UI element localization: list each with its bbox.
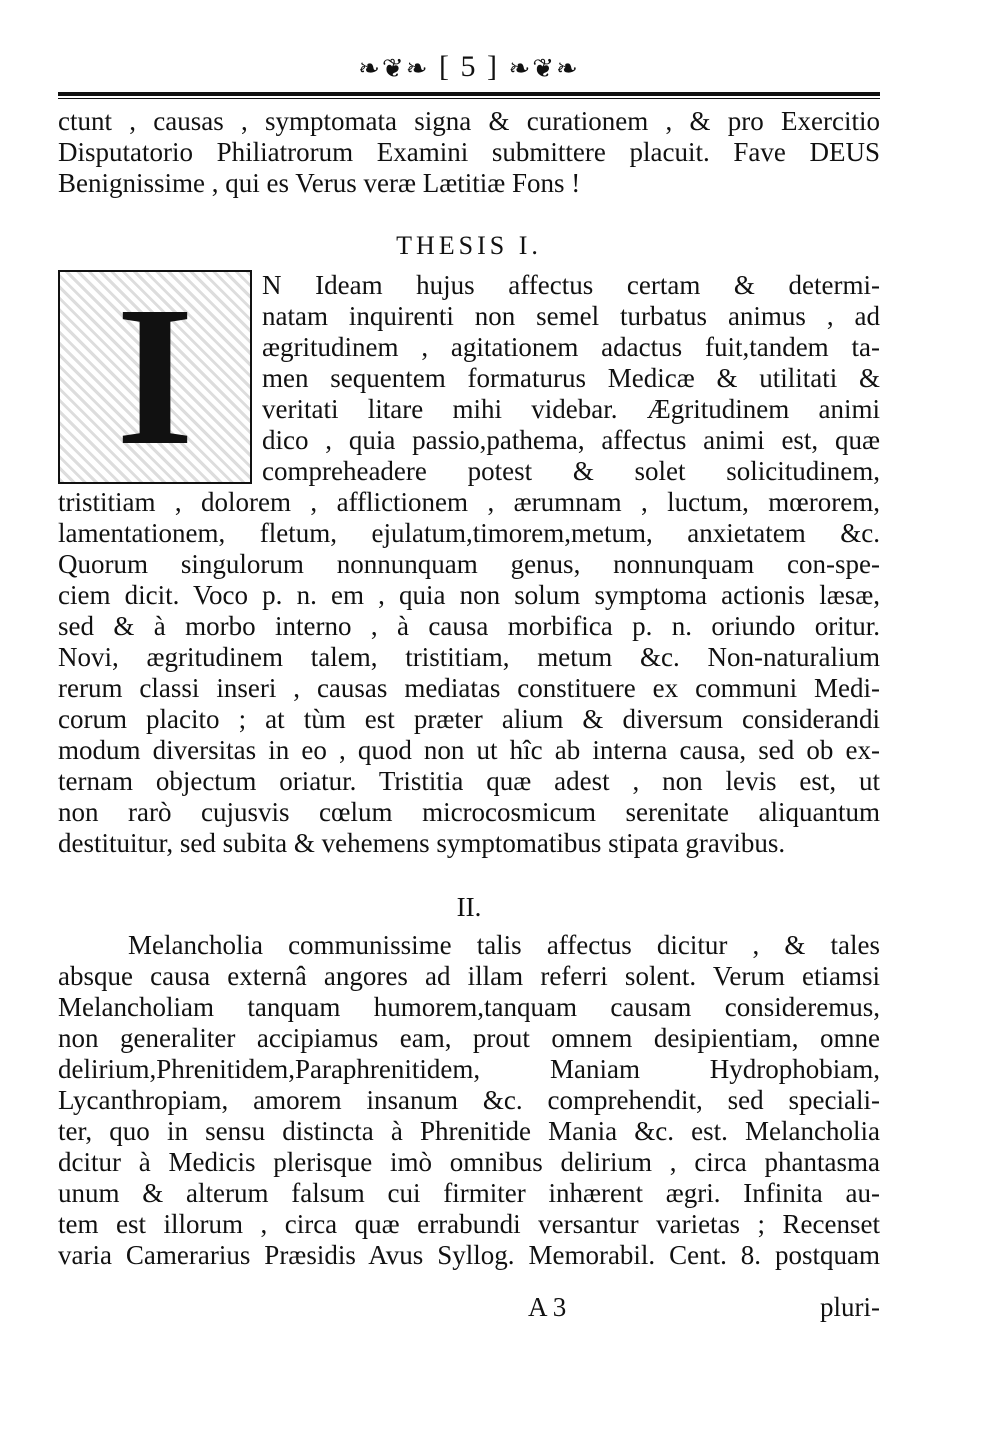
intro-line: Benignissime , qui es Verus veræ Lætitiæ Fons ! xyxy=(58,168,581,198)
body-line: non rarò cujusvis cœlum microcosmicum serenitate aliquantum xyxy=(58,797,880,827)
body-line: rerum classi inseri , causas mediatas constituere ex communi Medi- xyxy=(58,673,880,703)
body-line: ter, quo in sensu distincta à Phrenitide Mania &c. est. Melancholia xyxy=(58,1116,880,1146)
intro-line: Disputatorio Philiatrorum Examini submittere placuit. Fave DEUS xyxy=(58,137,880,167)
opening-line: men sequentem formaturus Medicæ & utilitati & xyxy=(262,363,880,393)
body-line: Quorum singulorum nonnunquam genus, nonnunquam con-spe- xyxy=(58,549,880,579)
body-line: sed & à morbo interno , à causa morbifica p. n. oriundo oritur. xyxy=(58,611,880,641)
body-line: lamentationem, fletum, ejulatum,timorem,metum, anxietatem &c. xyxy=(58,518,880,548)
catchword: pluri- xyxy=(820,1292,880,1322)
decorated-initial xyxy=(58,270,252,484)
opening-line: dico , quia passio,pathema, affectus animi est, quæ xyxy=(262,425,880,455)
opening-line: N Ideam hujus affectus certam & determi- xyxy=(262,270,880,300)
signature-mark: A 3 xyxy=(528,1292,567,1322)
opening-line: compreheadere potest & solet solicitudinem, xyxy=(262,456,880,486)
body-line: ternam objectum oriatur. Tristitia quæ adest , non levis est, ut xyxy=(58,766,880,796)
body-line: ciem dicit. Voco p. n. em , quia non solum symptoma actionis læsæ, xyxy=(58,580,880,610)
body-line: Melancholiam tanquam humorem,tanquam causam consideremus, xyxy=(58,992,880,1022)
thesis-2-body xyxy=(58,930,880,1271)
body-line: unum & alterum falsum cui firmiter inhærent ægri. Infinita au- xyxy=(58,1178,880,1208)
opening-line: natam inquirenti non semel turbatus animus , ad xyxy=(262,301,880,331)
thesis-2-heading: II. xyxy=(456,892,482,922)
body-line: Novi, ægritudinem talem, tristitiam, metum &c. Non-naturalium xyxy=(58,642,880,672)
body-line: modum diversitas in eo , quod non ut hîc ab interna causa, sed ob ex- xyxy=(58,735,880,765)
ornament-left-icon: ❧❦❧ xyxy=(358,54,430,84)
intro-paragraph xyxy=(58,106,880,199)
body-line: delirium,Phrenitidem,Paraphrenitidem, Maniam Hydrophobiam, xyxy=(58,1054,880,1084)
body-line: Melancholia communissime talis affectus dicitur , & tales xyxy=(128,930,880,960)
body-line: Lycanthropiam, amorem insanum &c. comprehendit, sed speciali- xyxy=(58,1085,880,1115)
intro-line: ctunt , causas , symptomata signa & curationem , & pro Exercitio xyxy=(58,106,880,136)
page-number: [ 5 ] xyxy=(439,50,499,83)
thesis-1-body xyxy=(58,487,880,859)
thesis-1-opening xyxy=(262,270,880,487)
initial-letter: I xyxy=(116,270,194,484)
body-line: absque causa externâ angores ad illam referri solent. Verum etiamsi xyxy=(58,961,880,991)
body-line: destituitur, sed subita & vehemens symptomatibus stipata gravibus. xyxy=(58,828,786,858)
ornament-right-icon: ❧❦❧ xyxy=(508,54,580,84)
running-header xyxy=(58,50,880,84)
body-line: corum placito ; at tùm est præter alium & diversum considerandi xyxy=(58,704,880,734)
body-line: non generaliter accipiamus eam, prout omnem desipientiam, omne xyxy=(58,1023,880,1053)
opening-line: ægritudinem , agitationem adactus fuit,tandem ta- xyxy=(262,332,880,362)
body-line: dcitur à Medicis plerisque imò omnibus delirium , circa phantasma xyxy=(58,1147,880,1177)
opening-line: veritati litare mihi videbar. Ægritudinem animi xyxy=(262,394,880,424)
header-rule xyxy=(58,92,880,99)
body-line: tristitiam , dolorem , afflictionem , ærumnam , luctum, mœrorem, xyxy=(58,487,880,517)
body-line: tem est illorum , circa quæ errabundi versantur varietas ; Recenset xyxy=(58,1209,880,1239)
thesis-1-heading: THESIS I. xyxy=(396,231,542,260)
body-line: varia Camerarius Præsidis Avus Syllog. Memorabil. Cent. 8. postquam xyxy=(58,1240,880,1270)
